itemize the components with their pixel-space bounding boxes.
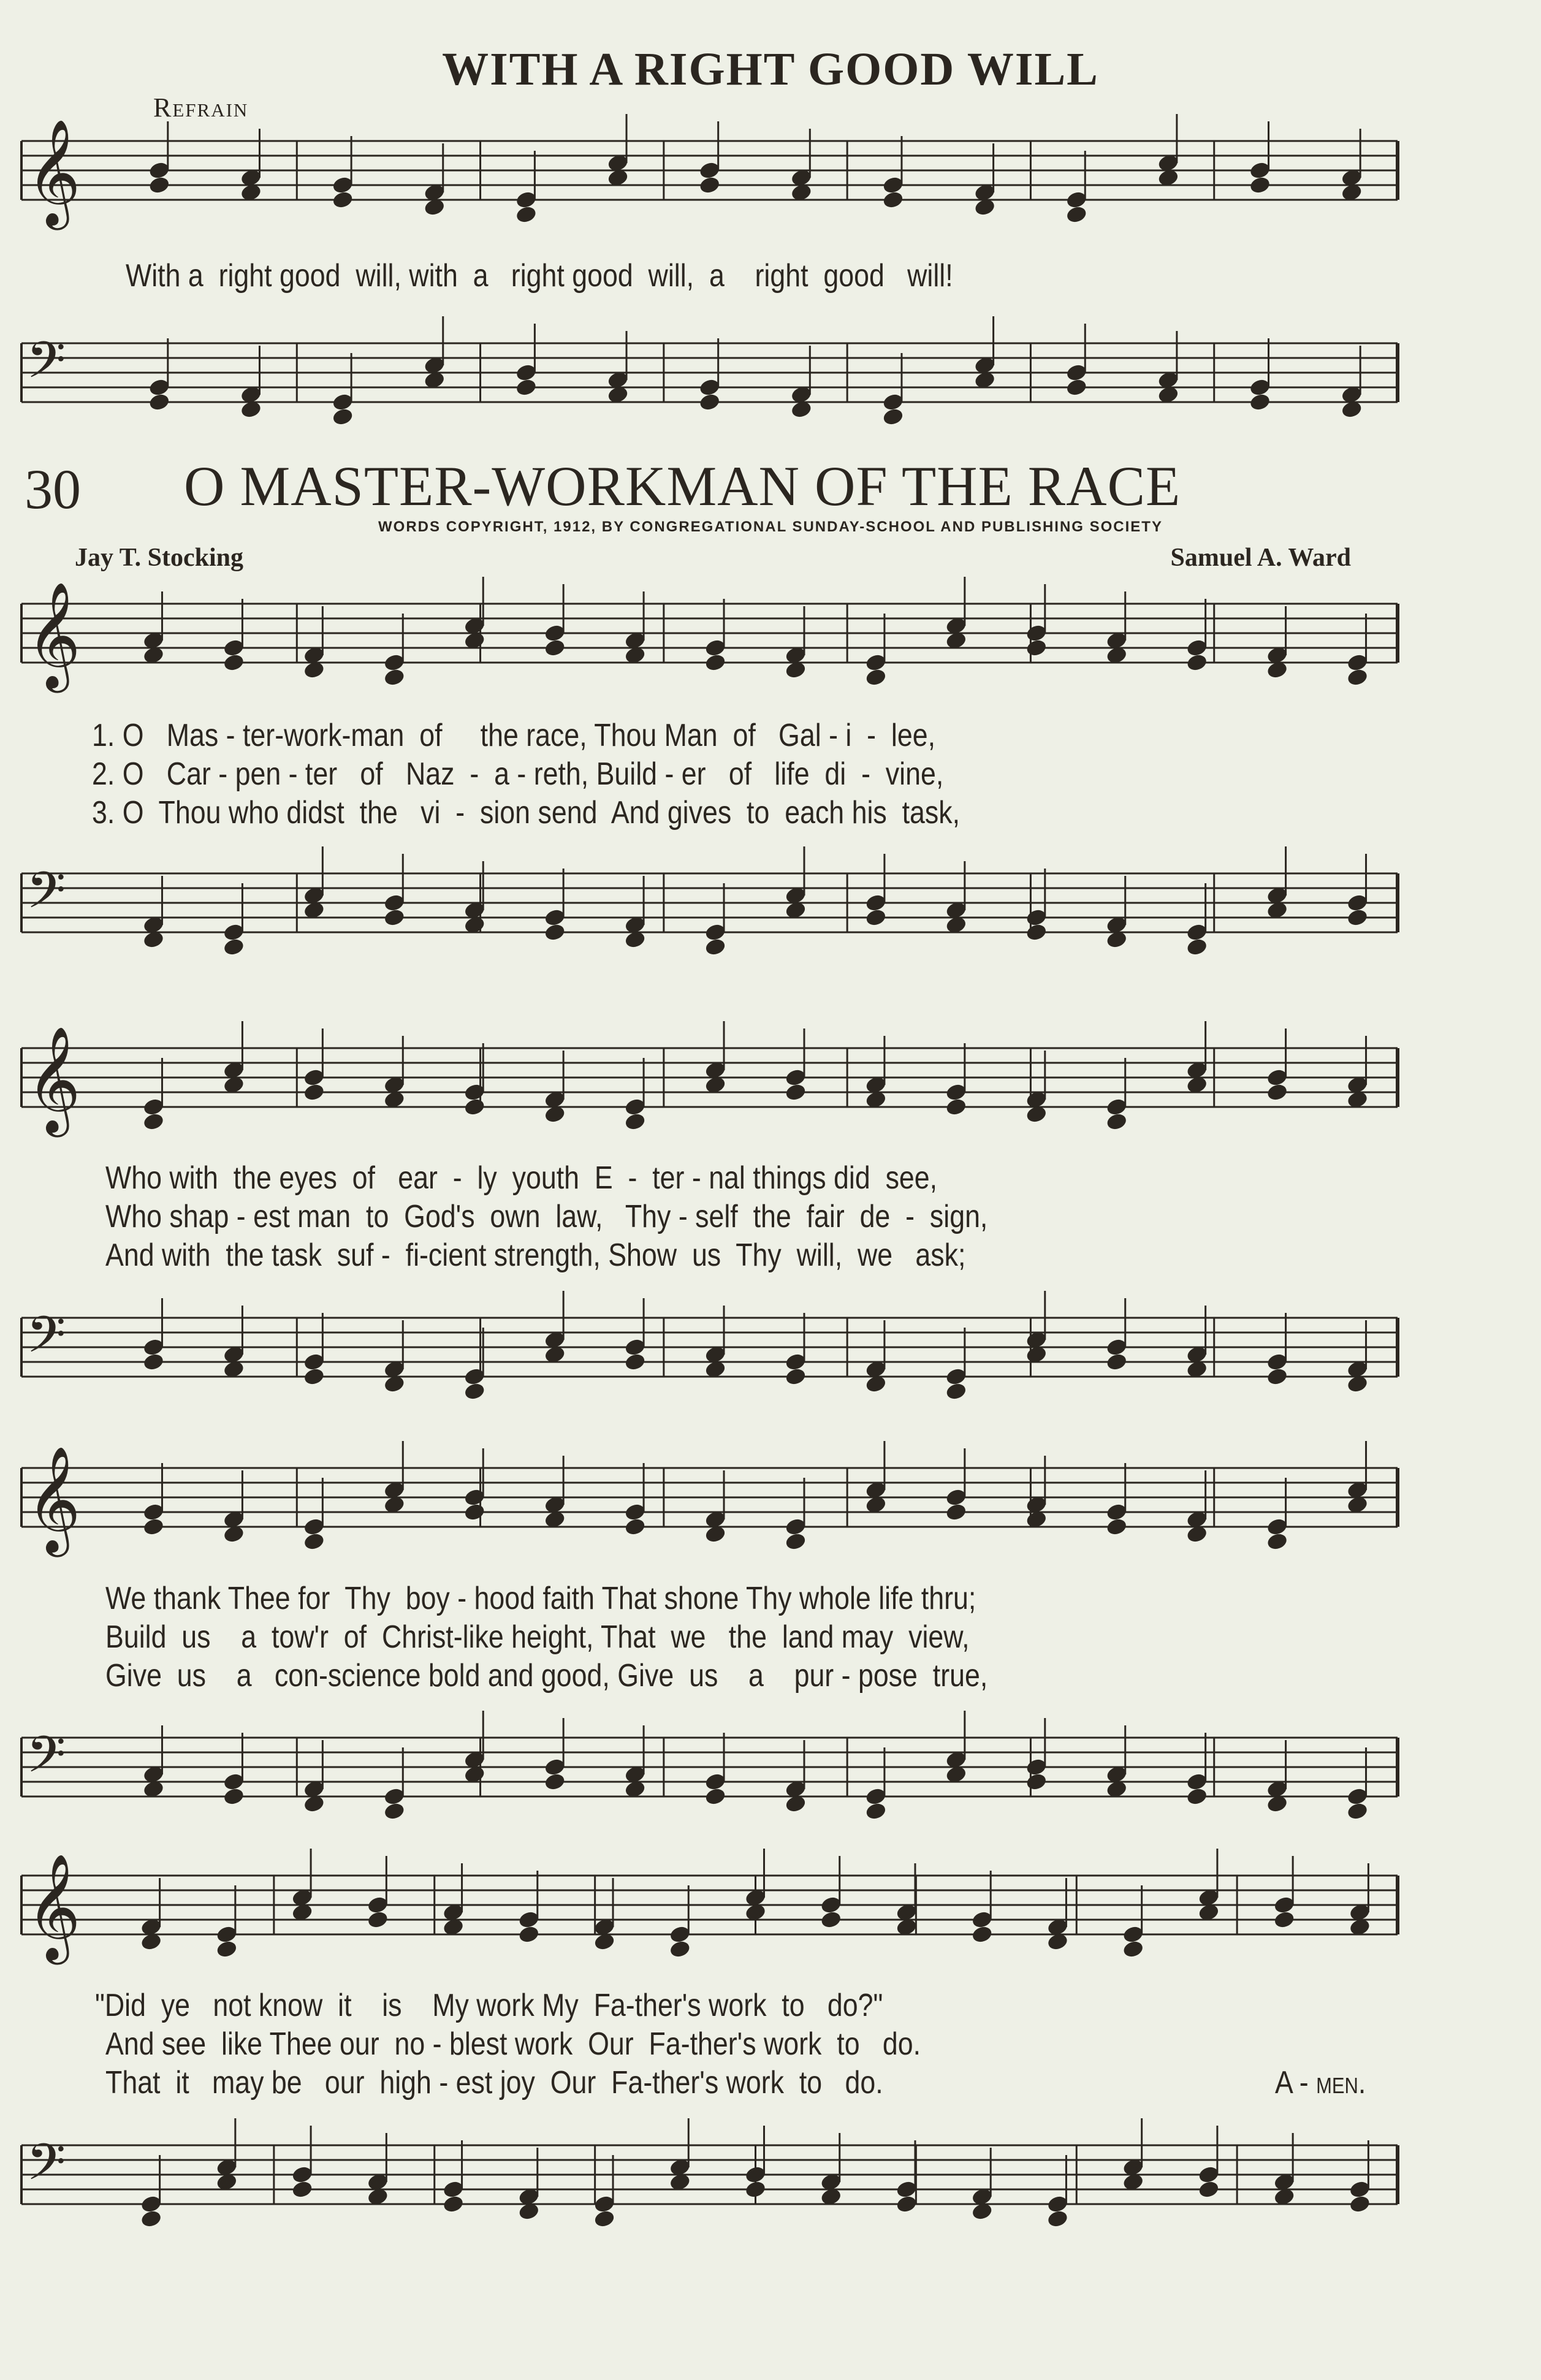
note-head: [699, 176, 721, 195]
note-head: [1047, 2210, 1069, 2229]
note-head: [882, 191, 904, 210]
hymn-number: 30: [25, 458, 81, 520]
note-head: [1106, 1353, 1128, 1372]
note-head: [1065, 378, 1087, 397]
note-head: [624, 1353, 646, 1372]
note-head: [1186, 1787, 1208, 1806]
note-head: [1122, 1940, 1144, 1959]
note-head: [882, 408, 904, 427]
note-head: [223, 653, 245, 672]
lyric-line: 1. O Mas - ter-work-man of the race, Thou Man of Gal - i - lee,: [92, 718, 936, 753]
note-head: [1186, 653, 1208, 672]
note-head: [367, 1910, 389, 1929]
note-head: [1266, 1367, 1288, 1386]
note-head: [945, 1098, 967, 1117]
copyright-notice: WORDS COPYRIGHT, 1912, BY CONGREGATIONAL SUNDAY-SCHOOL AND PUBLISHING SOCIETY: [378, 519, 1163, 535]
note-head: [1266, 1532, 1288, 1551]
bass-clef: 𝄢: [26, 861, 66, 932]
composer: Samuel A. Ward: [1170, 544, 1351, 572]
note-head: [704, 653, 726, 672]
note-head: [1347, 1802, 1369, 1821]
bass-clef: 𝄢: [26, 2132, 66, 2204]
note-head: [332, 408, 354, 427]
note-head: [1025, 923, 1048, 942]
note-head: [383, 1802, 405, 1821]
note-head: [669, 1940, 691, 1959]
lyric-line: Who shap - est man to God's own law, Thy - self the fair de - sign,: [105, 1199, 988, 1234]
note-head: [865, 668, 887, 687]
note-head: [1347, 908, 1369, 927]
note-head: [303, 1532, 325, 1551]
note-head: [383, 668, 405, 687]
note-head: [745, 2180, 767, 2199]
bass-clef: 𝄢: [26, 1305, 66, 1377]
note-head: [865, 1802, 887, 1821]
note-head: [785, 1532, 807, 1551]
note-head: [1025, 639, 1048, 658]
amen: A - men.: [1275, 2065, 1366, 2101]
note-head: [332, 191, 354, 210]
note-head: [704, 1787, 726, 1806]
note-head: [443, 2195, 465, 2214]
note-head: [1349, 2195, 1371, 2214]
note-head: [148, 176, 170, 195]
note-head: [1273, 1910, 1295, 1929]
note-head: [140, 2210, 162, 2229]
note-head: [223, 1787, 245, 1806]
note-head: [223, 938, 245, 957]
note-head: [1266, 1083, 1288, 1102]
note-head: [303, 1083, 325, 1102]
note-head: [544, 1773, 566, 1792]
note-head: [143, 1353, 165, 1372]
lyric-line: And with the task suf - fi-cient strength, Show us Thy will, we ask;: [105, 1238, 966, 1273]
note-head: [303, 1367, 325, 1386]
note-head: [1186, 938, 1208, 957]
note-head: [1347, 668, 1369, 687]
treble-clef: 𝄞: [26, 119, 81, 226]
note-head: [143, 1112, 165, 1131]
note-head: [143, 1518, 165, 1537]
note-head: [1249, 393, 1271, 412]
note-head: [1106, 1112, 1128, 1131]
note-head: [544, 639, 566, 658]
note-head: [624, 1518, 646, 1537]
note-head: [1065, 205, 1087, 224]
note-head: [463, 1098, 485, 1117]
refrain-lyric: With a right good will, with a right good will, a right good will!: [126, 258, 953, 294]
note-head: [593, 2210, 615, 2229]
section-title: WITH A RIGHT GOOD WILL: [442, 44, 1099, 95]
note-head: [699, 393, 721, 412]
lyric-line: We thank Thee for Thy boy - hood faith That shone Thy whole life thru;: [105, 1581, 976, 1616]
note-head: [1198, 2180, 1220, 2199]
note-head: [291, 2180, 313, 2199]
note-head: [544, 923, 566, 942]
note-head: [516, 378, 538, 397]
lyric-line: 2. O Car - pen - ter of Naz - a - reth, Build - er of life di - vine,: [92, 756, 944, 792]
note-head: [704, 938, 726, 957]
note-head: [463, 1503, 485, 1522]
note-head: [896, 2195, 918, 2214]
lyric-line: Who with the eyes of ear - ly youth E - ter - nal things did see,: [105, 1160, 938, 1196]
note-head: [216, 1940, 238, 1959]
lyric-line: That it may be our high - est joy Our Fa-ther's work to do.: [105, 2065, 883, 2101]
note-head: [945, 1382, 967, 1401]
lyric-line: Give us a con-science bold and good, Give us a pur - pose true,: [105, 1658, 988, 1694]
lyric-line: 3. O Thou who didst the vi - sion send And gives to each his task,: [92, 795, 961, 831]
treble-clef: 𝄞: [26, 1446, 81, 1553]
hymn-title: O MASTER-WORKMAN OF THE RACE: [184, 455, 1181, 517]
note-head: [383, 908, 405, 927]
note-head: [1249, 176, 1271, 195]
bass-clef: 𝄢: [26, 330, 66, 402]
note-head: [971, 1925, 993, 1944]
note-head: [865, 908, 887, 927]
note-head: [945, 1503, 967, 1522]
refrain-label: Refrain: [153, 93, 249, 123]
note-head: [785, 1083, 807, 1102]
note-head: [518, 1925, 540, 1944]
treble-clef: 𝄞: [26, 1026, 81, 1133]
note-head: [820, 1910, 842, 1929]
note-head: [463, 1382, 485, 1401]
lyric-line: "Did ye not know it is My work My Fa-ther's work to do?": [95, 1988, 883, 2023]
note-head: [1106, 1518, 1128, 1537]
note-head: [624, 1112, 646, 1131]
lyric-line: Build us a tow'r of Christ-like height, That we the land may view,: [105, 1619, 970, 1655]
note-head: [516, 205, 538, 224]
note-head: [785, 1367, 807, 1386]
note-head: [148, 393, 170, 412]
note-head: [1025, 1773, 1048, 1792]
treble-clef: 𝄞: [26, 1853, 81, 1960]
lyric-line: And see like Thee our no - blest work Our Fa-ther's work to do.: [105, 2026, 921, 2062]
treble-clef: 𝄞: [26, 582, 81, 688]
bass-clef: 𝄢: [26, 1725, 66, 1796]
lyricist: Jay T. Stocking: [75, 544, 244, 572]
